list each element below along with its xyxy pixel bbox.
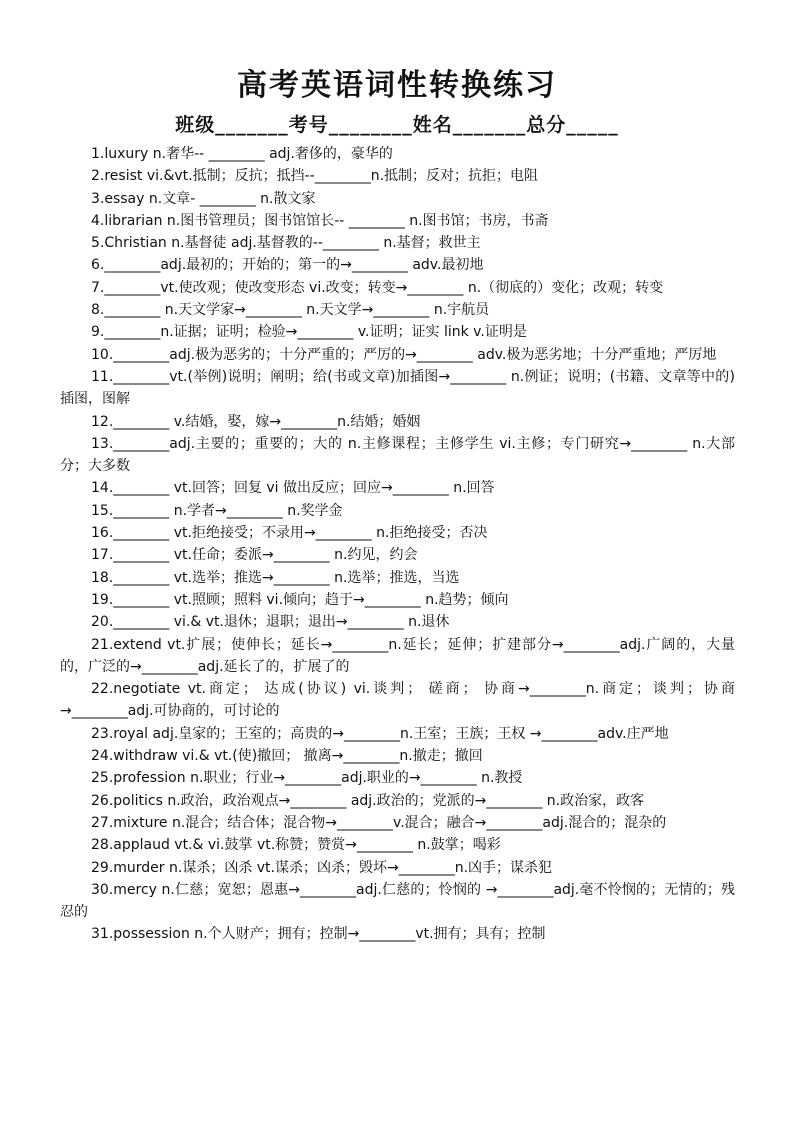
student-info-line: 班级_______考号________姓名_______总分_____ xyxy=(175,114,619,136)
exercise-item: 15.________ n.学者→________ n.奖学金 xyxy=(91,502,343,519)
exercise-item: 17.________ vt.任命；委派→________ n.约见，约会 xyxy=(91,547,418,564)
exercise-item: 23.royal adj.皇家的；王室的；高贵的→________n.王室；王族；王权 →________adv.庄严地 xyxy=(91,725,669,742)
exercise-item: 21.extend vt.扩展；使伸长；延长→________n.延长；延伸；扩建部分→________adj.广阔的，大量的，广泛的→________adj.延长了的，扩展了的 xyxy=(60,636,735,675)
exercise-item: 22.negotiate vt.商定； 达成(协议) vi.谈判； 磋商； 协商→________n.商定；谈判；协商→________adj.可协商的，可讨论的 xyxy=(60,681,735,720)
exercise-item: 11.________vt.(举例)说明；阐明；给(书或文章)加插图→________ n.例证；说明；(书籍、文章等中的)插图，图解 xyxy=(60,368,735,408)
exercise-item: 27.mixture n.混合；结合体；混合物→________v.混合；融合→________adj.混合的；混杂的 xyxy=(91,814,667,831)
exercise-item: 1.luxury n.奢华-- ________ adj.奢侈的，豪华的 xyxy=(91,146,393,162)
exercise-item: 18.________ vt.选举；推选→________ n.选举；推选，当选 xyxy=(91,569,460,586)
exercise-item: 19.________ vt.照顾；照料 vi.倾向；趋于→________ n.趋势；倾向 xyxy=(91,591,509,608)
exercise-item: 7.________vt.使改观；使改变形态 vi.改变；转变→________ n.（彻底的）变化；改观；转变 xyxy=(91,279,664,296)
page-title: 高考英语词性转换练习 xyxy=(237,68,557,103)
exercise-item: 28.applaud vt.& vi.鼓掌 vt.称赞；赞赏→________ n.鼓掌；喝彩 xyxy=(91,837,501,854)
exercise-item: 9.________n.证据；证明；检验→________ v.证明；证实 link v.证明是 xyxy=(91,324,527,341)
exercise-item: 10.________adj.极为恶劣的；十分严重的；严厉的→________ adv.极为恶劣地；十分严重地；严厉地 xyxy=(91,346,717,363)
exercise-item: 25.profession n.职业；行业→________adj.职业的→________ n.教授 xyxy=(91,770,523,787)
exercise-item: 2.resist vi.&vt.抵制；反抗；抵挡--________n.抵制；反对；抗拒；电阻 xyxy=(91,168,539,185)
exercise-item: 31.possession n.个人财产；拥有；控制→________vt.拥有；具有；控制 xyxy=(91,926,546,943)
exercise-item: 29.murder n.谋杀；凶杀 vt.谋杀；凶杀；毁坏→________n.凶手；谋杀犯 xyxy=(91,859,553,876)
exercise-item: 12.________ v.结婚，娶，嫁→________n.结婚；婚姻 xyxy=(91,413,421,430)
exercise-item: 20.________ vi.& vt.退休；退职；退出→________ n.退休 xyxy=(91,614,450,631)
exercise-item: 3.essay n.文章- ________ n.散文家 xyxy=(91,190,316,207)
exercise-item: 26.politics n.政治，政治观点→________ adj.政治的；党派的→________ n.政治家，政客 xyxy=(91,792,645,809)
exercise-item: 8.________ n.天文学家→________ n.天文学→________ n.宇航员 xyxy=(91,302,490,319)
exercise-item: 4.librarian n.图书管理员；图书馆馆长-- ________ n.图书馆；书房，书斋 xyxy=(91,212,549,229)
exercise-item: 6.________adj.最初的；开始的；第一的→________ adv.最初地 xyxy=(91,257,484,274)
exercise-item: 13.________adj.主要的；重要的；大的 n.主修课程；主修学生 vi.主修；专门研究→________ n.大部分；大多数 xyxy=(60,435,735,475)
exercise-item: 14.________ vt.回答；回复 vi 做出反应；回应→________ n.回答 xyxy=(91,480,495,497)
exercise-item: 5.Christian n.基督徒 adj.基督教的--________ n.基督；救世主 xyxy=(91,235,481,252)
exercise-item: 24.withdraw vi.& vt.(使)撤回； 撤离→________n.撤走；撤回 xyxy=(91,748,483,765)
exercise-item: 30.mercy n.仁慈；宽恕；恩惠→________adj.仁慈的；怜悯的 →________adj.毫不怜悯的；无情的；残忍的 xyxy=(60,881,735,921)
exercise-list xyxy=(60,143,735,946)
exercise-item: 16.________ vt.拒绝接受；不录用→________ n.拒绝接受；否决 xyxy=(91,525,488,542)
